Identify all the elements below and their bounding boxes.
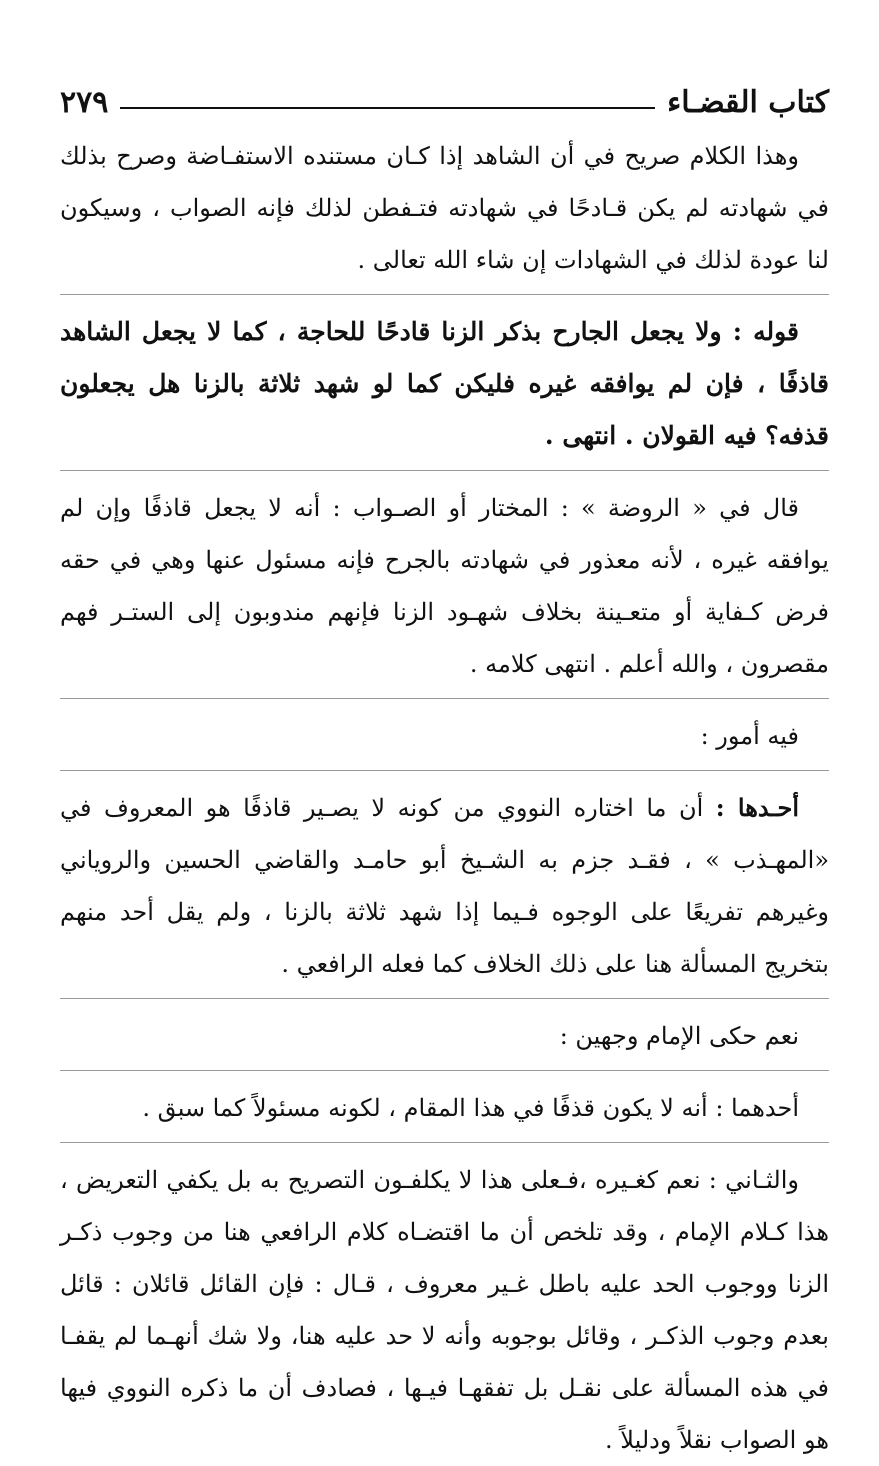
paragraph-divider bbox=[60, 470, 829, 472]
paragraph-divider bbox=[60, 1070, 829, 1072]
book-title: كتاب القضـاء bbox=[667, 84, 829, 120]
page-header bbox=[60, 80, 829, 124]
paragraph-8: والثـاني : نعم كغـيره ،فـعلى هذا لا يكلفـون التصريح به بل يكفي التعريض ، هذا كـلام الإمام ، وقد تلخص أن ما اقتضـاه كلام الرافعي هنا من وجوب ذكـر الزنا ووجوب الحد عليه باطل غـير معروف ، قـال : فإن القائل قائلان : قائل بعدم وجوب الذكـر ، وقائل بوجوبه وأنه لا حد عليه هنا، ولا شك أنهـما لم يقفـا في هذه المسألة على نقـل بل تفقهـا فيـها ، فصادف أن ما ذكره النووي فيها هو الصواب نقلاً ودليلاً . bbox=[60, 1166, 830, 1454]
paragraph-6: نعم حكى الإمام وجهين : bbox=[559, 1022, 799, 1050]
header-rule bbox=[120, 107, 655, 109]
paragraph-divider bbox=[60, 770, 829, 772]
paragraph-4: فيه أمور : bbox=[700, 722, 799, 750]
page-number: ٢٧٩ bbox=[60, 84, 109, 120]
paragraph-divider bbox=[60, 998, 829, 1000]
paragraph-divider bbox=[60, 698, 829, 700]
paragraph-5: أحـدها : أن ما اختاره النووي من كونه لا يصـير قاذفًا هو المعروف في «المهـذب » ، فقـد جزم به الشـيخ أبو حامـد والقاضي الحسين والروياني وغيرهم تفريعًا على الوجوه فـيما إذا شهد ثلاثة بالزنا ، ولم يقل أحد منهم بتخريج المسألة هنا على ذلك الخلاف كما فعله الرافعي . bbox=[60, 793, 829, 978]
paragraph-1: وهذا الكلام صريح في أن الشاهد إذا كـان مستنده الاستفـاضة وصرح بذلك في شهادته لم يكن قـادحًا في شهادته فتـفطن لذلك فإنه الصواب ، وسيكون لنا عودة لذلك في الشهادات إن شاء الله تعالى . bbox=[60, 142, 829, 274]
quoted-statement: قوله : ولا يجعل الجارح بذكر الزنا قادحًا للحاجة ، كما لا يجعل الشاهد قاذفًا ، فإن لم يوافقه غيره فليكن كما لو شهد ثلاثة بالزنا هل يجعلون قذفه؟ فيه القولان . انتهى . bbox=[60, 317, 829, 450]
paragraph-7: أحدهما : أنه لا يكون قذفًا في هذا المقام ، لكونه مسئولاً كما سبق . bbox=[142, 1094, 799, 1122]
paragraph-divider bbox=[60, 1142, 829, 1144]
paragraph-divider bbox=[60, 294, 829, 296]
paragraph-lead: أحـدها : bbox=[715, 793, 799, 822]
paragraph-3: قال في « الروضة » : المختار أو الصـواب : أنه لا يجعل قاذفًا وإن لم يوافقه غيره ، لأنه معذور في شهادته بالجرح فإنه مسئول عنها وهي في حقه فرض كـفاية أو متعـينة بخلاف شهـود الزنا فإنهم مندوبون إلى الستـر فهم مقصرون ، والله أعلم . انتهى كلامه . bbox=[60, 494, 829, 678]
